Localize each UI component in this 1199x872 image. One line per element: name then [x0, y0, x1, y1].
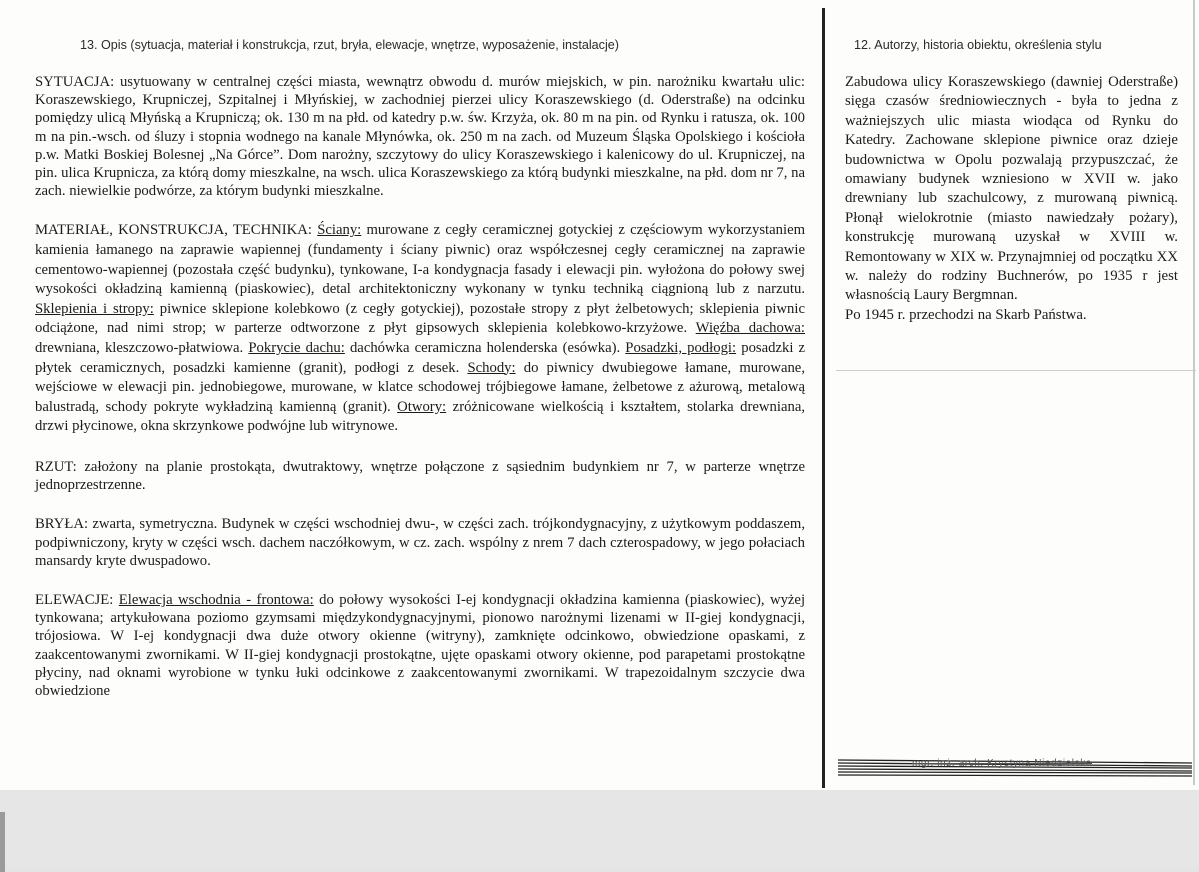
wiezba-label: Więźba dachowa: — [695, 320, 805, 337]
sciany-text: murowane z cegły ceramicznej gotyckiej z częściowym wykorzystaniem kamienia łamanego na zaprawie wapiennej (fundamenty i ściany piwnic) oraz współczesnej cegły ceramicznej na zaprawie cementowo-wapiennej (pozostała część budynku), tynkowane, I-a kondygnacja fasady i elewacji pin. wyłożona do połowy swej wysokości okładziną kamienną (piaskowiec), detal architektoniczny wykonany w tynku techniką ciągnioną lub z narzutu. — [35, 222, 806, 298]
material-label: MATERIAŁ, KONSTRUKCJA, TECHNIKA: — [35, 222, 312, 239]
column-divider — [822, 8, 825, 788]
otwory-label: Otwory: — [397, 398, 447, 415]
bryla-paragraph — [35, 515, 805, 570]
struck-out-author-area — [836, 754, 1194, 780]
sklepienia-label: Sklepienia i stropy: — [35, 300, 154, 317]
elewacja-wschodnia-label: Elewacja wschodnia - frontowa: — [118, 591, 314, 608]
section-13-header: 13. Opis (sytuacja, materiał i konstrukcja, rzut, bryła, elewacje, wnętrze, wyposażenie, instalacje) — [80, 38, 619, 52]
posadzki-label: Posadzki, podłogi: — [625, 339, 737, 356]
rzut-paragraph — [35, 458, 805, 494]
right-section-line — [836, 370, 1196, 371]
pokrycie-text: dachówka ceramiczna holenderska (esówka). — [349, 339, 621, 356]
history-column — [845, 73, 1178, 325]
schody-label: Schody: — [467, 359, 516, 376]
elewacje-label: ELEWACJE: — [35, 591, 114, 608]
wiezba-text: drewniana, kleszczowo-płatwiowa. — [35, 339, 244, 356]
rzut-text: założony na planie prostokąta, dwutraktowy, wnętrze połączone z sąsiednim budynkiem nr 7, w parterze wnętrze jednoprzestrzenne. — [35, 458, 805, 494]
sytuacja-label: SYTUACJA: — [35, 74, 115, 90]
otwory-text: zróżnicowane wielkością i kształtem, stolarka drewniana, drzwi płycinowe, okna skrzynkowe podwójne lub witrynowe. — [35, 398, 806, 435]
elewacje-paragraph — [35, 591, 805, 700]
history-paragraph: Zabudowa ulicy Koraszewskiego (dawniej Oderstraße) sięga czasów średniowiecznych - była to jedna z ważniejszych ulic miasta wiodąca od Rynku do Katedry. Zachowane sklepione piwnice oraz dzieje budownictwa w Opolu pozwalają przypuszczać, że omawiany budynek wzniesiono w XVII w. jako drewniany lub szachulcowy, z murowaną piwnicą. Płonął wielokrotnie (miasto nawiedzały pożary), konstrukcję murowaną uzyskał w XVIII w. Remontowany w XIX w. Przynajmniej od początku XX w. należy do rodziny Buchnerów, po 1935 r jest własnością Laury Bergmnan. — [845, 74, 1178, 304]
history-last-line: Po 1945 r. przechodzi na Skarb Państwa. — [845, 306, 1087, 323]
material-paragraph — [35, 221, 805, 437]
struck-author-text: mgr. inż. arch. Krystyna Niedzielska — [912, 758, 1092, 769]
rzut-label: RZUT: — [35, 458, 77, 475]
sciany-label: Ściany: — [317, 222, 362, 239]
page-edge — [1193, 0, 1195, 785]
sklepienia-text: piwnice sklepione kolebkowo (z cegły gotyckiej), pozostałe stropy z płyt żelbetowych; sklepienia piwnic odciążone, nad nimi strop; w parterze odtworzone z płyt gipsowych sklepienia kolebkowo-krzyżowe. — [35, 300, 805, 337]
bryla-text: zwarta, symetryczna. Budynek w części wschodniej dwu-, w części zach. trójkondygnacyjny, z użytkowym poddaszem, podpiwniczony, kryty w części wsch. dachem naczółkowym, w cz. zach. wspólny z nrem 7 dach czterospadowy, w jego połaciach mansardy kryte dwuspadowo. — [35, 516, 805, 569]
sytuacja-paragraph — [35, 73, 805, 200]
bryla-label: BRYŁA: — [35, 516, 89, 533]
elewacje-text: do połowy wysokości I-ej kondygnacji okładzina kamienna (piaskowiec), wyżej tynkowana; artykułowana poziomo gzymsami międzykondygnacyjnymi, pionowo narożnymi lizenami w II-giej kondygnacji, trójosiowa. W I-ej kondygnacji dwa duże otwory okienne (witryny), zamknięte odcinkowo, obwiedzione opaskami, z zaakcentowanymi zwornikami. W II-giej kondygnacji prostokątne, ujęte opaskami otwory okienne, pod parapetami prostokątne płyciny, nad oknami wyrobione w tynku łuki odcinkowe z zaakcentowanymi zwornikami. W trapezoidalnym szczycie dwa obwiedzione — [35, 591, 806, 699]
section-12-header: 12. Autorzy, historia obiektu, określenia stylu — [854, 38, 1102, 52]
description-column — [35, 73, 805, 721]
scan-edge-mark — [0, 812, 5, 872]
schody-text: do piwnicy dwubiegowe łamane, murowane, wejściowe w elewacji pin. jednobiegowe, murowane, w klatce schodowej trójbiegowe łamane, żelbetowe z ażurową, metalową balustradą, schody pokryte wykładziną kamienną (granit). — [35, 359, 806, 415]
posadzki-text: posadzki z płytek ceramicznych, posadzki kamienne (granit), podłogi z desek. — [35, 339, 806, 376]
sytuacja-text: usytuowany w centralnej części miasta, wewnątrz obwodu d. murów miejskich, w pin. narożniku kwartału ulic: Koraszewskiego, Krupniczej, Szpitalnej i Młyńskiej, w zachodniej pierzei ulicy Koraszewskiego (d. Oderstraße) na odcinku pomiędzy ulicą Młyńską a Krupniczą; ok. 130 m na płd. od katedry p.w. św. Krzyża, ok. 80 m na pin. od Rynku i ratusza, ok. 100 m na pin.-wsch. od śluzy i stopnia wodnego na kanale Młynówka, ok. 250 m na zach. od Muzeum Śląska Opolskiego i kościoła p.w. Matki Boskiej Bolesnej „Na Górce”. Dom narożny, szczytowy do ulicy Koraszewskiego i kalenicowy do ul. Krupniczej, na pin. ulica Krupnicza, za którą domy mieszkalne, na wsch. ulica Koraszewskiego za którą budynki mieszkalne, na płd. dom nr 7, na zach. niewielkie podwórze, za którym budynki mieszkalne. — [35, 74, 805, 200]
page-background — [0, 790, 1199, 867]
pokrycie-label: Pokrycie dachu: — [248, 339, 345, 356]
